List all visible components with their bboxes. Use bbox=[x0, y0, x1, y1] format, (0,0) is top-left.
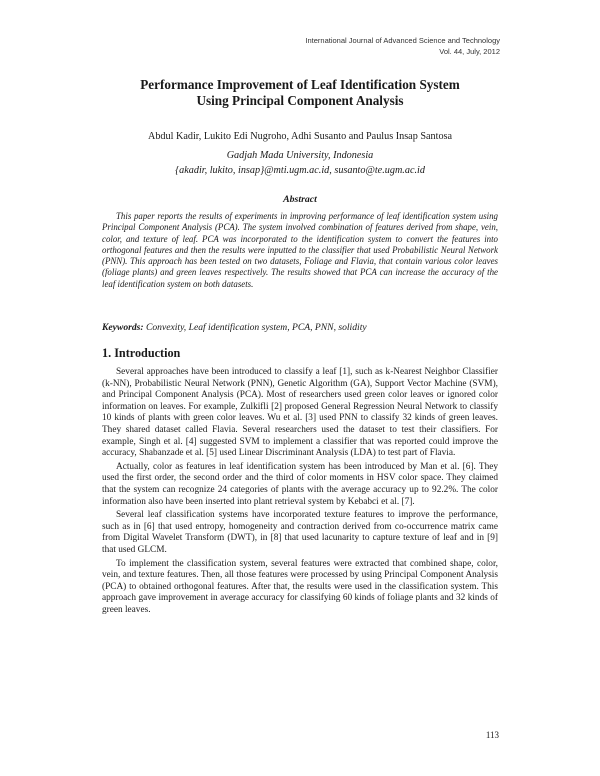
paragraph: To implement the classification system, several features were extracted that combined shape, color, vein, and texture features. Then, all those features were processed by using Principal Component Analysis (PCA) to obtained orthogonal features. After that, the results were used in the classification system. This approach gave improvement in average accuracy for classifying 60 kinds of foliage plants and 32 kinds of green leaves. bbox=[102, 558, 498, 615]
affiliation: Gadjah Mada University, Indonesia bbox=[226, 150, 374, 161]
paragraph: Several leaf classification systems have incorporated texture features to improve the performance, such as in [6] that used entropy, homogeneity and contraction derived from co-occurrence matrix came from Digital Wavelet Transform (DWT), in [8] that used lacunarity to capture texture of leaf and in [9] that used GLCM. bbox=[102, 510, 498, 555]
paper-title bbox=[0, 77, 600, 109]
keywords-label: Keywords: bbox=[102, 322, 144, 333]
abstract-heading: Abstract bbox=[283, 194, 317, 205]
author-list: Abdul Kadir, Lukito Edi Nugroho, Adhi Susanto and Paulus Insap Santosa bbox=[147, 131, 453, 142]
introduction-body bbox=[102, 367, 498, 618]
paragraph: Actually, color as features in leaf identification system has been introduced by Man et al. [6]. They used the first order, the second order and the third of color moments in HSV color space. They claimed that the system can recognize 24 categories of plants with the average accuracy up to 92.2%. The color information also have been inserted into plant retrieval system by Kebabci et al. [7]. bbox=[102, 461, 498, 507]
affiliation-block bbox=[0, 149, 600, 178]
journal-name: International Journal of Advanced Science and Technology bbox=[305, 36, 500, 45]
title-line-2: Using Principal Component Analysis bbox=[196, 93, 404, 108]
paragraph: Several approaches have been introduced to classify a leaf [1], such as k-Nearest Neighbor Classifier (k-NN), Probabilistic Neural Network (PNN), Genetic Algorithm (GA), Support Vector Machine (SVM), and Principal Component Analysis (PCA). Most of researchers used green color leaves or ignored color information on leaves. For example, Zulkifli [2] proposed General Regression Neural Network to classify 10 kinds of plants with green color leaves. Wu et al. [3] used PNN to classify 32 kinds of green leaves. They shared dataset called Flavia. Several researchers used the dataset to test their classifiers. For example, Singh et al. [4] suggested SVM to implement a classifier that was reported could improve the accuracy, Shabanzade et al. [5] used Linear Discriminant Analysis (LDA) to test part of Flavia. bbox=[102, 367, 498, 459]
keywords-text: Convexity, Leaf identification system, PCA, PNN, solidity bbox=[145, 322, 367, 333]
journal-volume: Vol. 44, July, 2012 bbox=[439, 47, 500, 56]
running-header bbox=[305, 35, 500, 57]
author-emails: {akadir, lukito, insap}@mti.ugm.ac.id, susanto@te.ugm.ac.id bbox=[175, 164, 425, 176]
abstract-text: This paper reports the results of experiments in improving performance of leaf identification system using Principal Component Analysis (PCA). The system involved combination of features derived from shape, vein, color, and texture of leaf. PCA was incorporated to the identification system to convert the features into orthogonal features and then the results were inputted to the classifier that used Probabilistic Neural Network (PNN). This approach has been tested on two datasets, Foliage and Flavia, that contain various color leaves (foliage plants) and green leaves respectively. The results showed that PCA can increase the accuracy of the leaf identification system on both datasets. bbox=[102, 211, 498, 289]
section-heading-introduction: 1. Introduction bbox=[102, 346, 181, 360]
page-number: 113 bbox=[485, 730, 499, 740]
keywords bbox=[102, 322, 498, 334]
title-line-1: Performance Improvement of Leaf Identification System bbox=[140, 77, 460, 92]
